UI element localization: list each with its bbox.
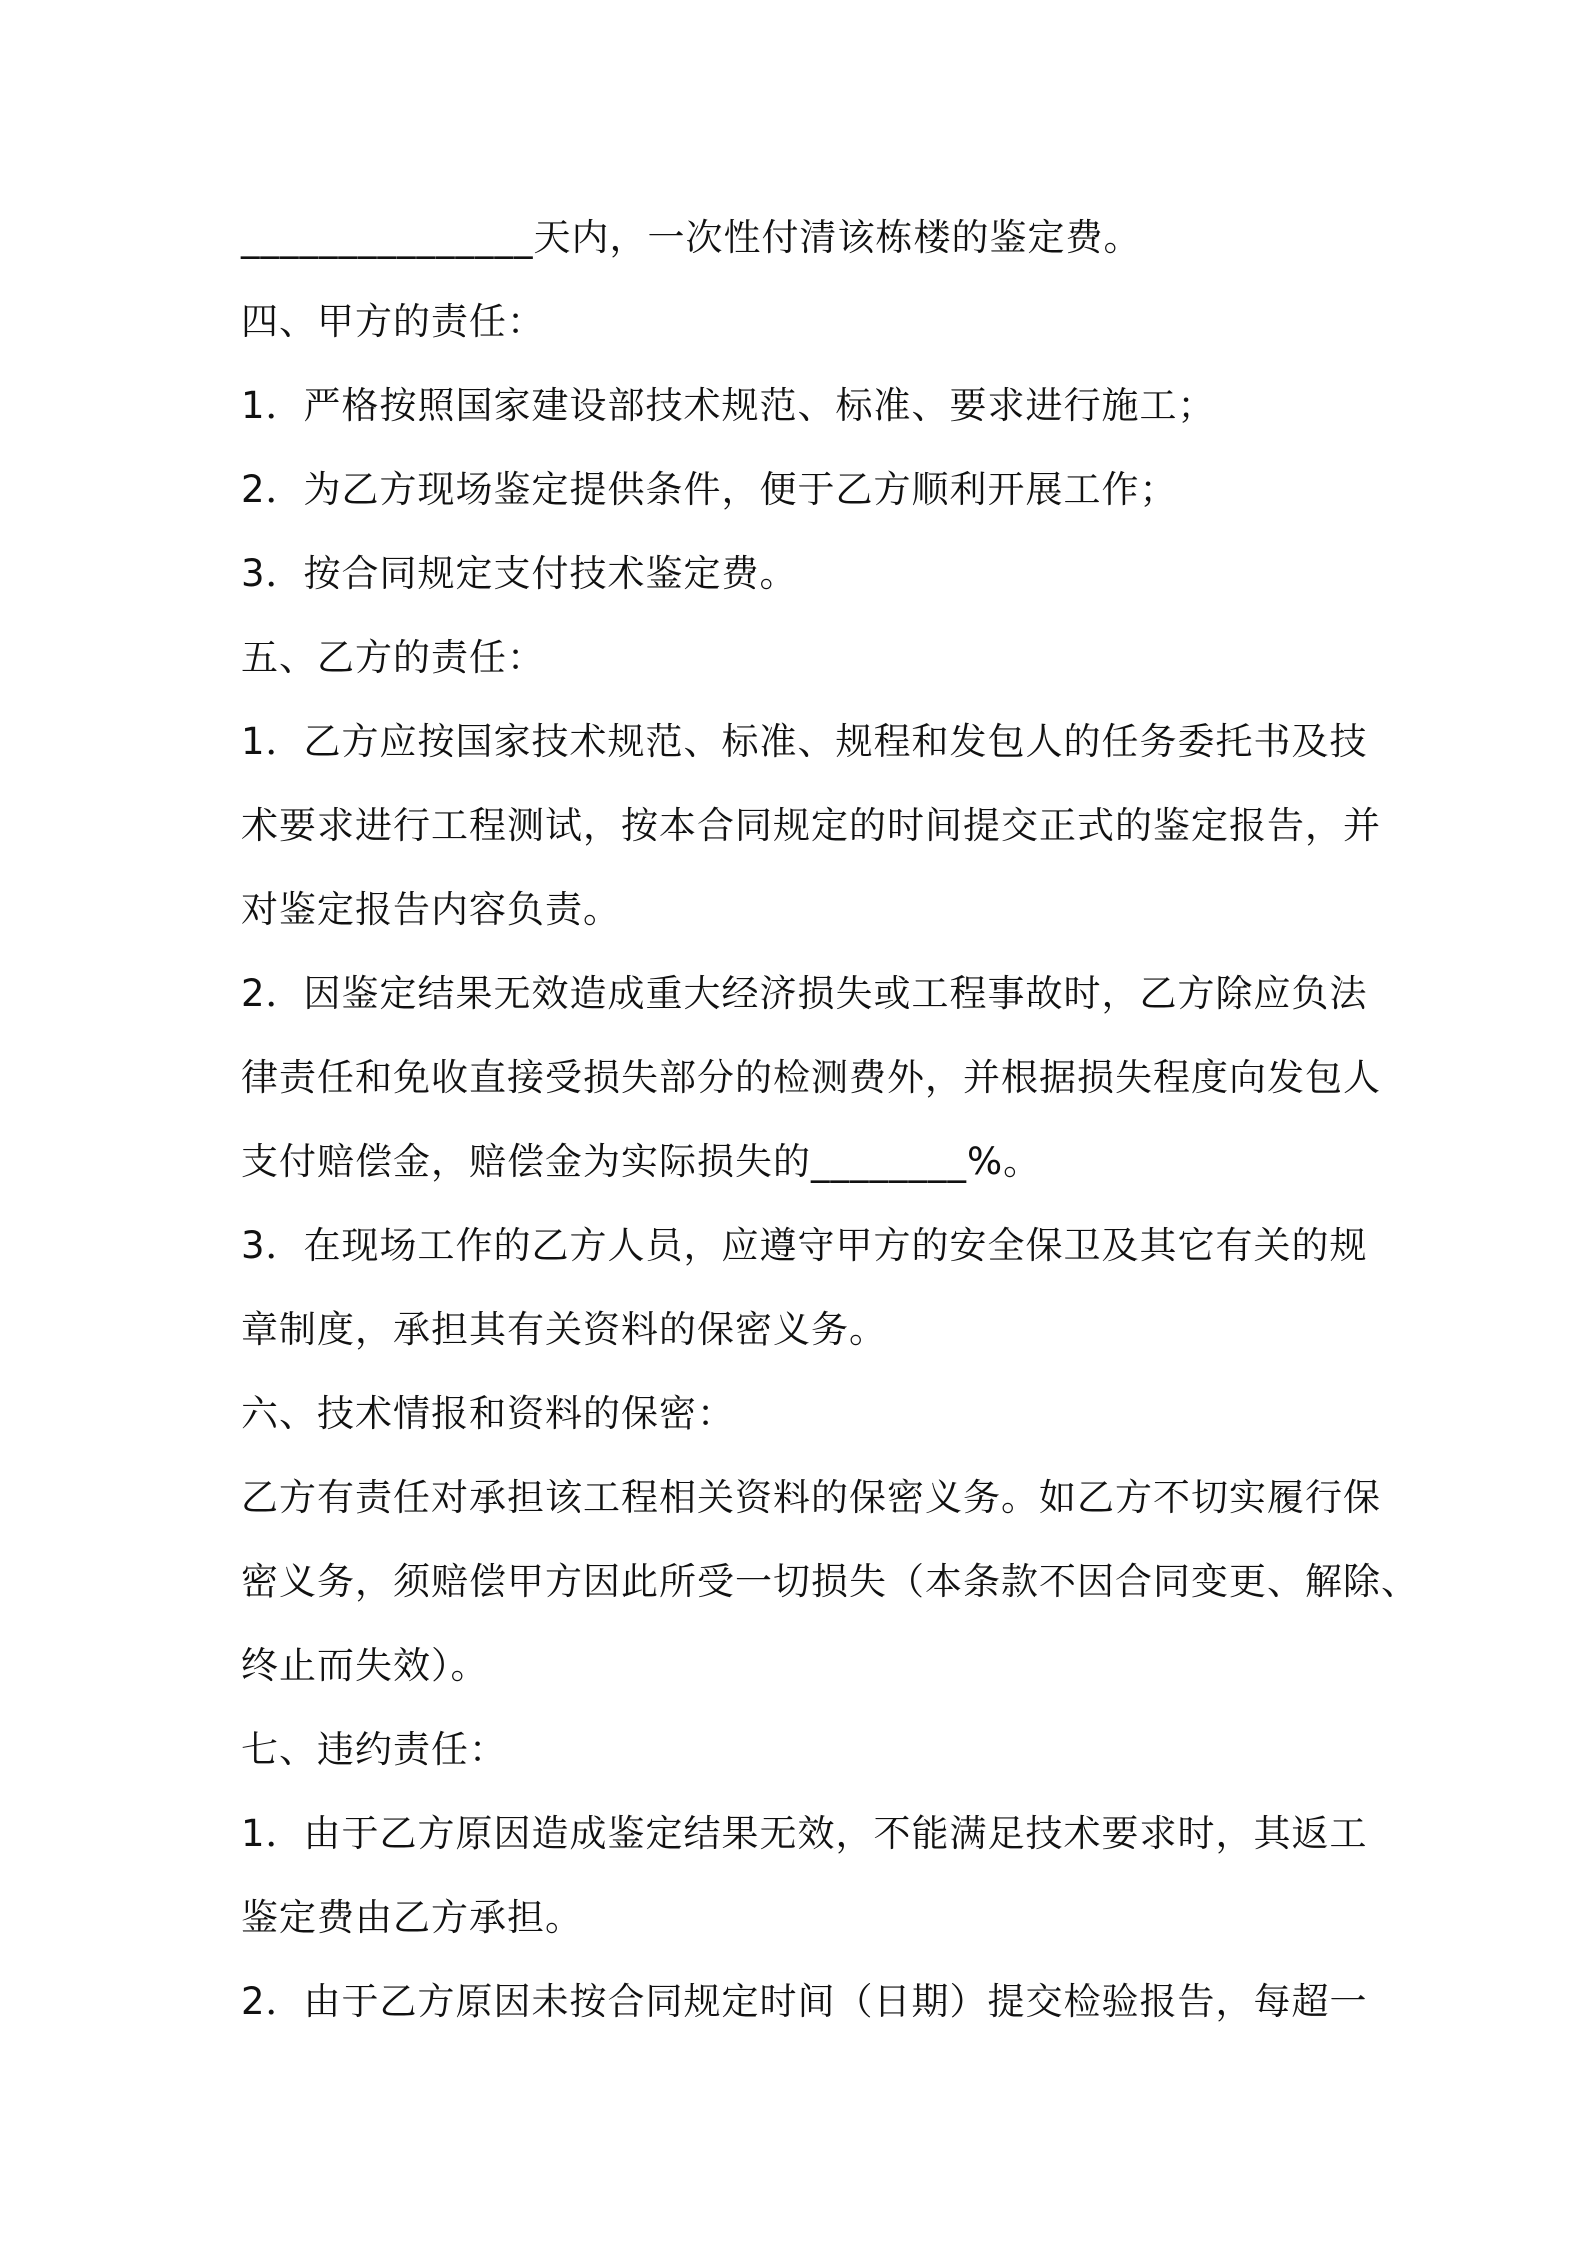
text-line: 终止而失效）。 bbox=[241, 1644, 489, 1687]
text-line: 2．因鉴定结果无效造成重大经济损失或工程事故时，乙方除应负法 bbox=[241, 972, 1368, 1015]
text-line: 1．乙方应按国家技术规范、标准、规程和发包人的任务委托书及技 bbox=[241, 720, 1368, 763]
text-line: 鉴定费由乙方承担。 bbox=[241, 1896, 583, 1939]
text-line: 乙方有责任对承担该工程相关资料的保密义务。如乙方不切实履行保 bbox=[241, 1476, 1381, 1519]
text-line: 对鉴定报告内容负责。 bbox=[241, 888, 621, 931]
document-body bbox=[241, 196, 1419, 2044]
text-line: 3．按合同规定支付技术鉴定费。 bbox=[241, 552, 798, 595]
text-line: 2．由于乙方原因未按合同规定时间（日期）提交检验报告，每超一 bbox=[241, 1980, 1368, 2023]
text-line: 1．严格按照国家建设部技术规范、标准、要求进行施工； bbox=[241, 384, 1216, 427]
text-line: 3．在现场工作的乙方人员，应遵守甲方的安全保卫及其它有关的规 bbox=[241, 1224, 1368, 1267]
text-line: 密义务，须赔偿甲方因此所受一切损失（本条款不因合同变更、解除、 bbox=[241, 1560, 1419, 1603]
text-line: 术要求进行工程测试，按本合同规定的时间提交正式的鉴定报告，并 bbox=[241, 804, 1381, 847]
text-line: 2．为乙方现场鉴定提供条件，便于乙方顺利开展工作； bbox=[241, 468, 1178, 511]
section-heading: 六、技术情报和资料的保密： bbox=[241, 1392, 735, 1435]
section-heading: 四、甲方的责任： bbox=[241, 300, 545, 343]
text-line: 支付赔偿金，赔偿金为实际损失的________%。 bbox=[241, 1140, 1042, 1183]
section-heading: 五、乙方的责任： bbox=[241, 636, 545, 679]
text-line: 章制度，承担其有关资料的保密义务。 bbox=[241, 1308, 887, 1351]
text-line: 律责任和免收直接受损失部分的检测费外，并根据损失程度向发包人 bbox=[241, 1056, 1381, 1099]
section-heading: 七、违约责任： bbox=[241, 1728, 507, 1771]
text-line: 1．由于乙方原因造成鉴定结果无效，不能满足技术要求时，其返工 bbox=[241, 1812, 1368, 1855]
text-line: _______________天内，一次性付清该栋楼的鉴定费。 bbox=[241, 216, 1142, 259]
